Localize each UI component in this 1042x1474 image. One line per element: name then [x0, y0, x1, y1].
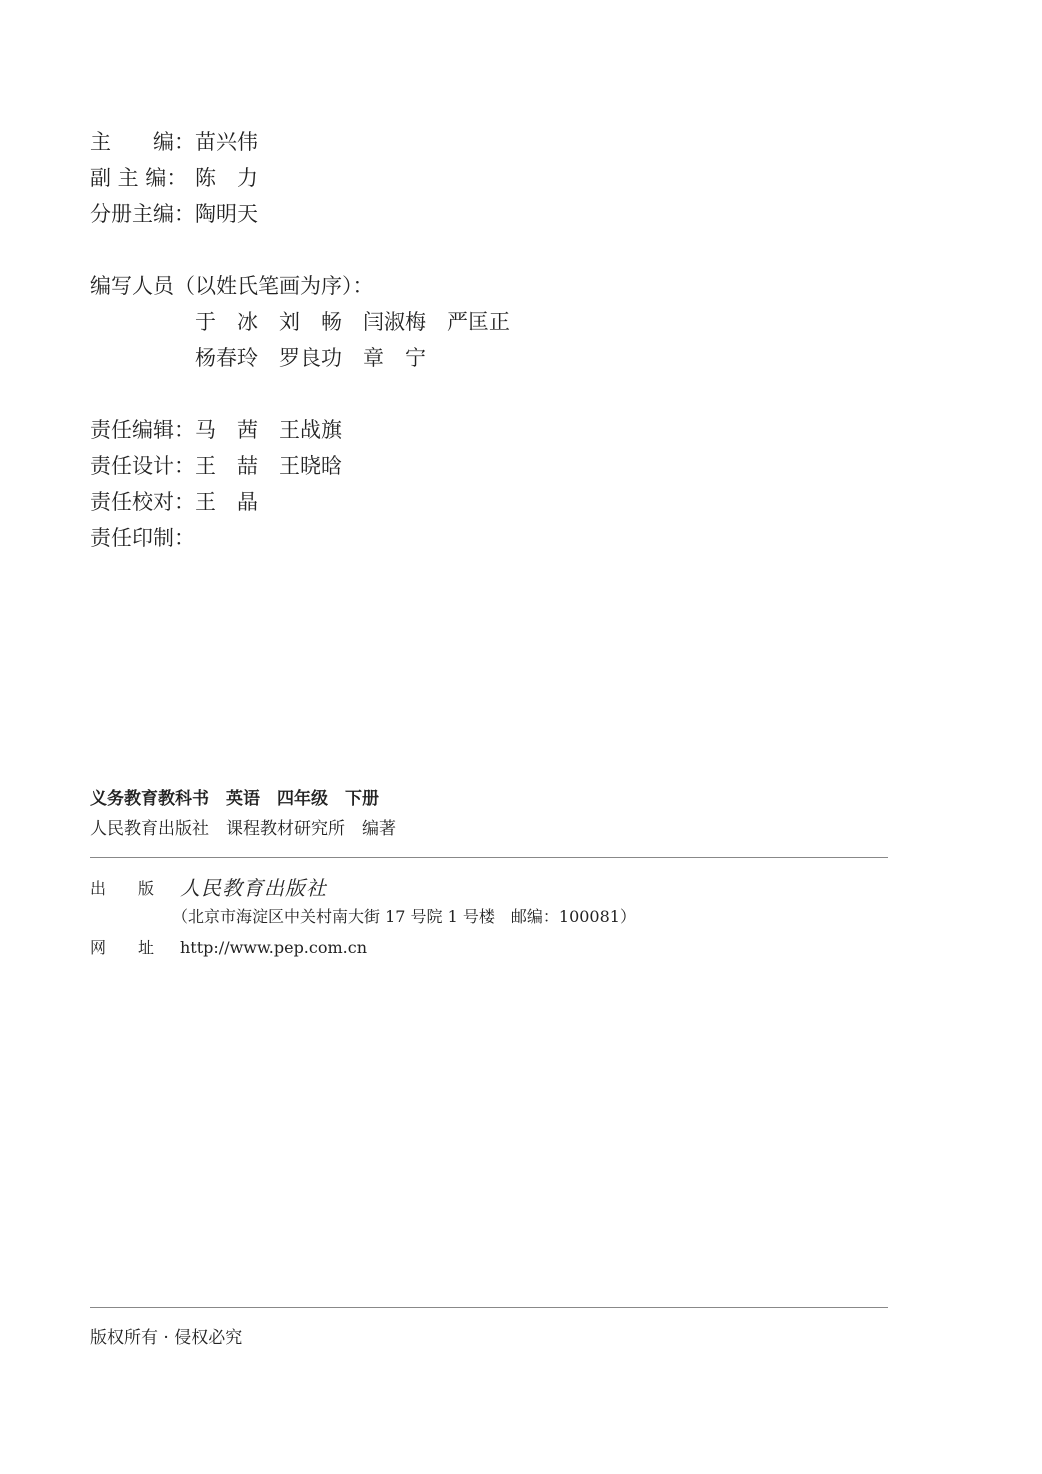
publisher-address: （北京市海淀区中关村南大街 17 号院 1 号楼 邮编：100081） — [172, 907, 636, 926]
divider-bottom — [90, 1307, 888, 1308]
website-link[interactable]: http://www.pep.com.cn — [180, 938, 368, 957]
publisher-label: 出 版 — [90, 879, 155, 898]
responsible-design-label: 责任设计： — [90, 454, 195, 478]
chief-editor-label: 主 编： — [90, 130, 195, 154]
writer-name: 杨春玲 — [195, 346, 258, 370]
responsible-design-name: 王 — [195, 454, 216, 478]
writer-name: 畅 — [321, 310, 342, 334]
deputy-chief-editor-name-1: 陈 — [195, 166, 216, 190]
writer-name: 严匡正 — [447, 310, 510, 334]
volume-chief-editor-name: 陶明天 — [195, 202, 258, 226]
responsible-editor-name: 王战旗 — [279, 418, 342, 442]
responsible-proofreading-name: 晶 — [237, 490, 258, 514]
book-title: 义务教育教科书 英语 四年级 下册 — [90, 789, 379, 809]
deputy-chief-editor-label: 副 主 编： — [90, 166, 188, 190]
book-compiler: 人民教育出版社 课程教材研究所 编著 — [90, 819, 396, 839]
responsible-editor-name: 马 — [195, 418, 216, 442]
chief-editor-name: 苗兴伟 — [195, 130, 258, 154]
writer-name: 章 — [363, 346, 384, 370]
writer-name: 宁 — [405, 346, 426, 370]
responsible-proofreading-name: 王 — [195, 490, 216, 514]
responsible-design-name: 喆 — [237, 454, 258, 478]
website-label: 网 址 — [90, 938, 155, 957]
deputy-chief-editor-name-2: 力 — [237, 166, 258, 190]
responsible-proofreading-label: 责任校对： — [90, 490, 195, 514]
writer-name: 刘 — [279, 310, 300, 334]
writer-name: 于 — [195, 310, 216, 334]
publisher-logo: 人民教育出版社 — [180, 876, 327, 900]
responsible-editor-label: 责任编辑： — [90, 418, 195, 442]
responsible-design-name: 王晓晗 — [279, 454, 342, 478]
copyright-notice: 版权所有 · 侵权必究 — [90, 1328, 243, 1348]
divider-top — [90, 857, 888, 858]
writer-name: 冰 — [237, 310, 258, 334]
writers-label: 编写人员（以姓氏笔画为序）： — [90, 274, 374, 298]
writer-name: 罗良功 — [279, 346, 342, 370]
volume-chief-editor-label: 分册主编： — [90, 202, 195, 226]
writer-name: 闫淑梅 — [363, 310, 426, 334]
responsible-editor-name: 茜 — [237, 418, 258, 442]
responsible-printing-label: 责任印制： — [90, 526, 195, 550]
